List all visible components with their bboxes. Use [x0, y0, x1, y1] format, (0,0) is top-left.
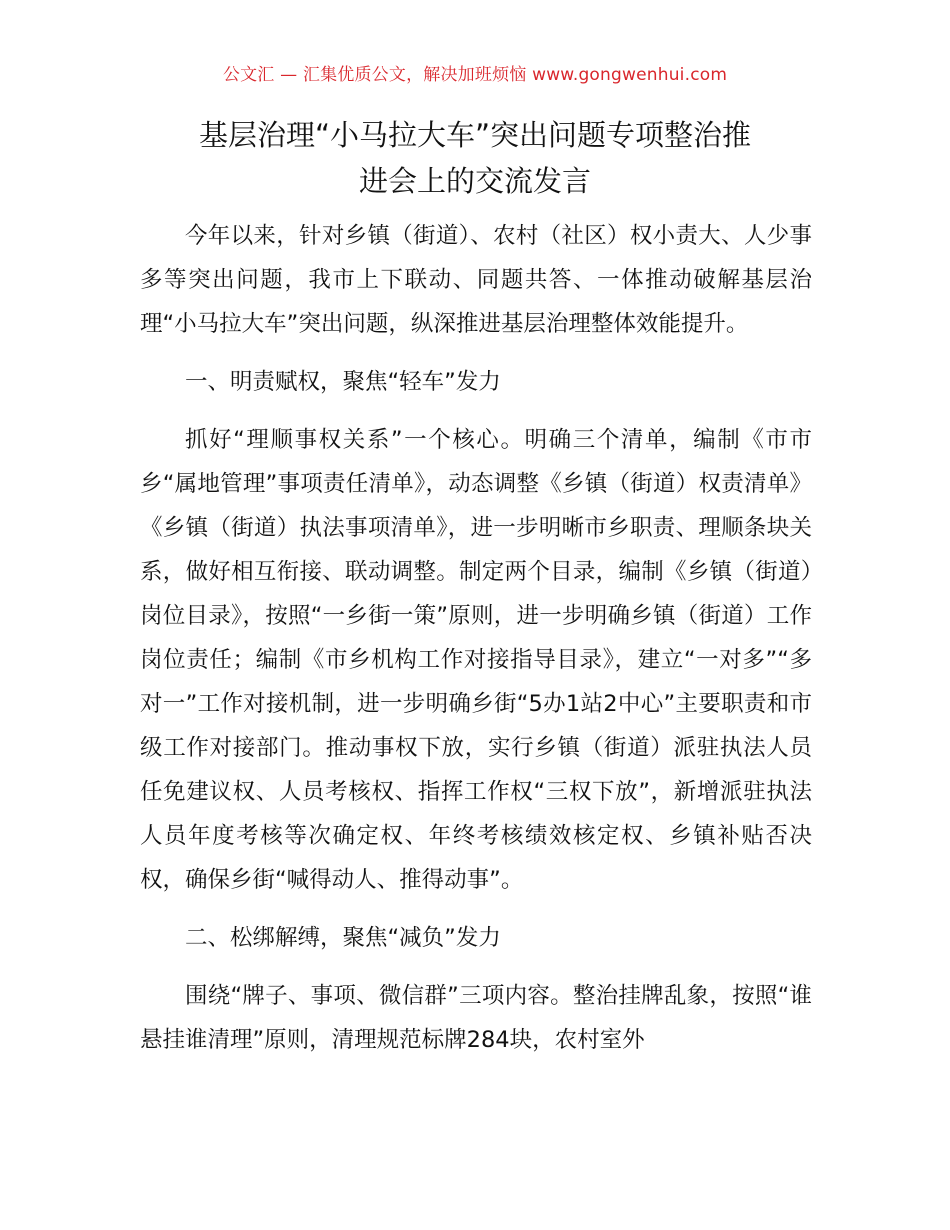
intro-paragraph: 今年以来，针对乡镇（街道）、农村（社区）权小责大、人少事多等突出问题，我市上下联动、同题共答、一体推动破解基层治理“小马拉大车”突出问题，纵深推进基层治理整体效能提升。 — [140, 223, 812, 337]
section-heading-2: 二、松绑解缚，聚焦“减负”发力 — [185, 925, 501, 951]
document-body — [140, 214, 812, 1062]
document-title-line-1: 基层治理“小马拉大车”突出问题专项整治推 — [198, 118, 752, 152]
section-2-paragraph: 围绕“牌子、事项、微信群”三项内容。整治挂牌乱象，按照“谁悬挂谁清理”原则，清理规范标牌284块，农村室外 — [140, 983, 812, 1053]
section-1-paragraph: 抓好“理顺事权关系”一个核心。明确三个清单，编制《市市乡“属地管理”事项责任清单》，动态调整《乡镇（街道）权责清单》《乡镇（街道）执法事项清单》，进一步明晰市乡职责、理顺条块关系，做好相互衔接、联动调整。制定两个目录，编制《乡镇（街道）岗位目录》，按照“一乡街一策”原则，进一步明确乡镇（街道）工作岗位责任；编制《市乡机构工作对接指导目录》，建立“一对多”“多对一”工作对接机制，进一步明确乡街“5办1站2中心”主要职责和市级工作对接部门。推动事权下放，实行乡镇（街道）派驻执法人员任免建议权、人员考核权、指挥工作权“三权下放”，新增派驻执法人员年度考核等次确定权、年终考核绩效核定权、乡镇补贴否决权，确保乡街“喊得动人、推得动事”。 — [140, 427, 812, 893]
document-title-line-2: 进会上的交流发言 — [358, 164, 591, 198]
section-heading-1: 一、明责赋权，聚焦“轻车”发力 — [185, 369, 501, 395]
site-watermark-header: 公文汇 — 汇集优质公文，解决加班烦恼 www.gongwenhui.com — [222, 65, 728, 85]
document-title — [140, 112, 810, 204]
